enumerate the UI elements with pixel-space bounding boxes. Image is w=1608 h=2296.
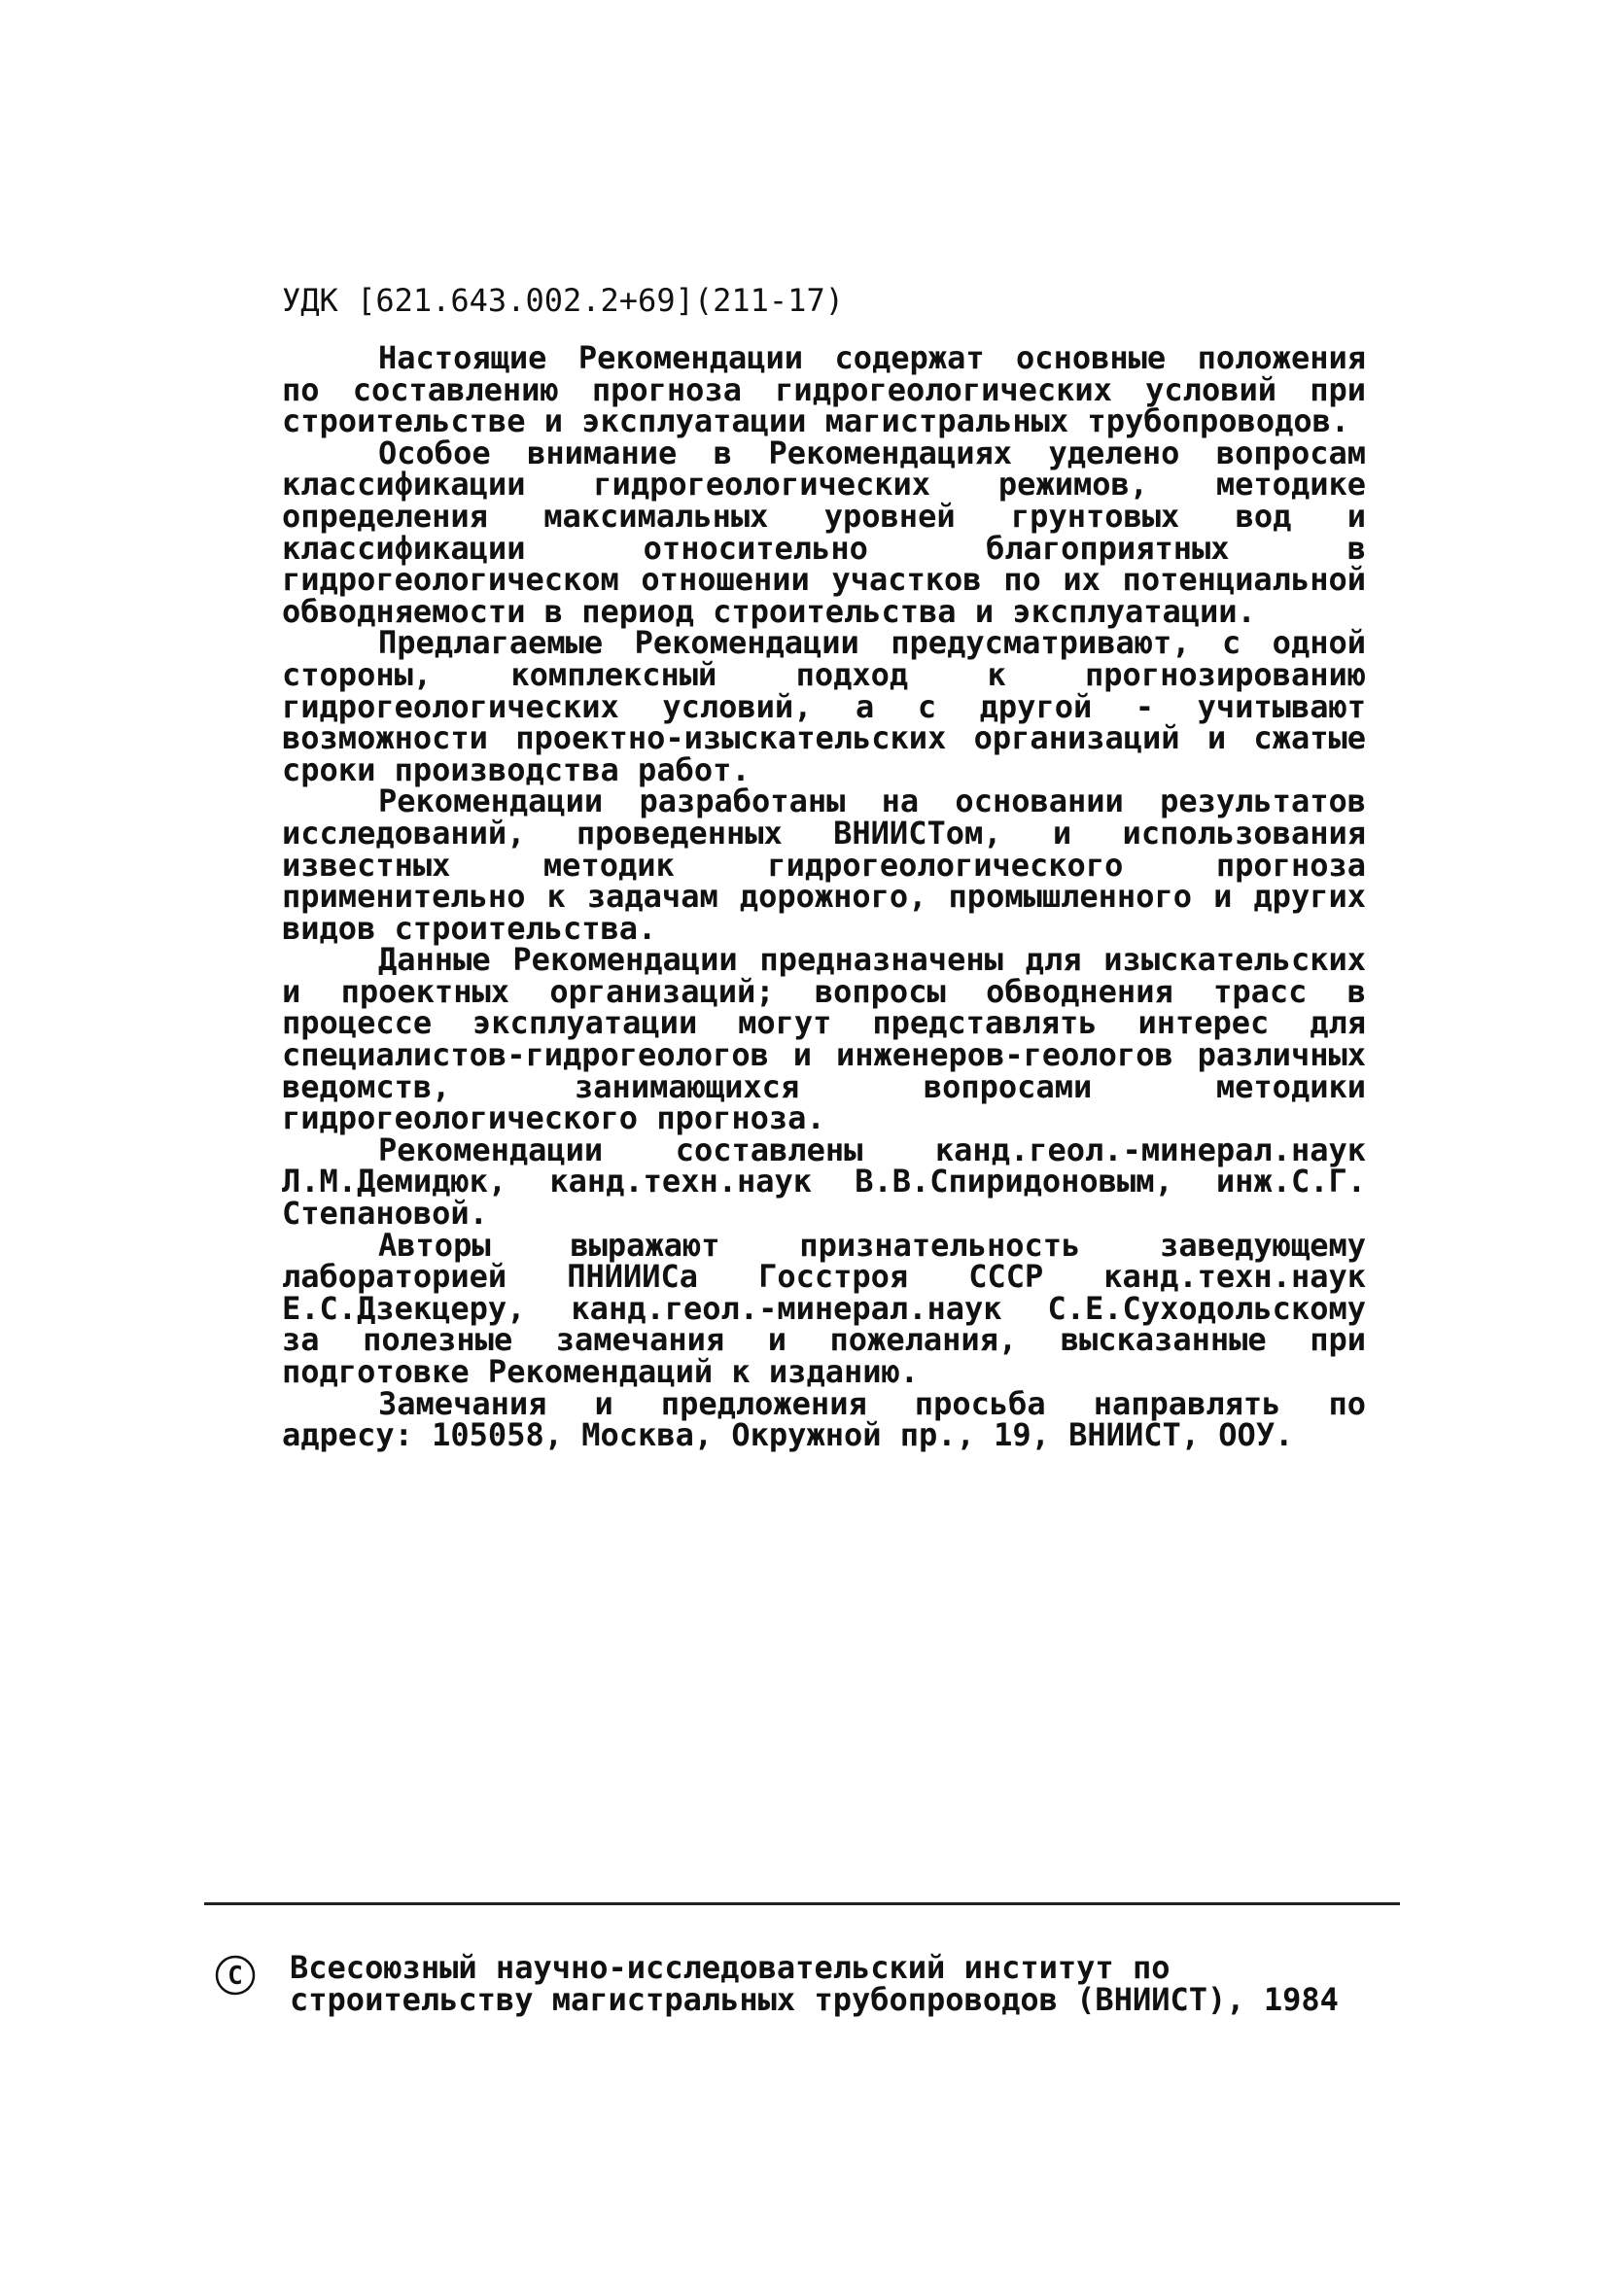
paragraph-3: Предлагаемые Рекомендации предусматривают, с одной стороны, комплексный подход к прогнозированию гидрогеологических условий, а с другой - учитывают возможности проектно-изыскательских организаций и сжатые сроки производства работ.: [282, 624, 1366, 788]
paragraph-8: Замечания и предложения просьба направлять по адресу: 105058, Москва, Окружной пр., 19, ВНИИСТ, ООУ.: [282, 1384, 1366, 1454]
copyright-circle-icon: [214, 1954, 257, 1997]
copyright-text: [290, 1949, 1398, 2018]
copyright-line-2: строительству магистральных трубопроводов (ВНИИСТ), 1984: [290, 1980, 1339, 2018]
body-text: [282, 339, 1366, 1454]
paragraph-2: Особое внимание в Рекомендациях уделено вопросам классификации гидрогеологических режимов, методике определения максимальных уровней грунтовых вод и классификации относительно благоприятных в гидрогеологическом отношении участков по их потенциальной обводняемости в период строительства и эксплуатации.: [282, 434, 1366, 630]
paragraph-1: Настоящие Рекомендации содержат основные положения по составлению прогноза гидрогеологических условий при строительстве и эксплуатации магистральных трубопроводов.: [282, 339, 1366, 440]
svg-text:C: C: [227, 1962, 243, 1991]
paragraph-6: Рекомендации составлены канд.геол.-минерал.наук Л.М.Демидюк, канд.техн.наук В.В.Спиридоновым, инж.С.Г. Степановой.: [282, 1131, 1366, 1233]
paragraph-4: Рекомендации разработаны на основании результатов исследований, проведенных ВНИИСТом, и использования известных методик гидрогеологического прогноза применительно к задачам дорожного, промышленного и других видов строительства.: [282, 783, 1366, 947]
copyright-line-1: Всесоюзный научно-исследовательский институт по: [290, 1949, 1171, 1986]
footer-divider: [204, 1902, 1400, 1905]
paragraph-5: Данные Рекомендации предназначены для изыскательских и проектных организаций; вопросы обводнения трасс в процессе эксплуатации могут представлять интерес для специалистов-гидрогеологов и инженеров-геологов различных ведомств, занимающихся вопросами методики гидрогеологического прогноза.: [282, 941, 1366, 1137]
udk-code: УДК [621.643.002.2+69](211-17): [282, 282, 844, 319]
paragraph-7: Авторы выражают признательность заведующему лабораторией ПНИИИСа Госстроя СССР канд.техн.наук Е.С.Дзекцеру, канд.геол.-минерал.наук С.Е.Суходольскому за полезные замечания и пожелания, высказанные при подготовке Рекомендаций к изданию.: [282, 1226, 1366, 1390]
